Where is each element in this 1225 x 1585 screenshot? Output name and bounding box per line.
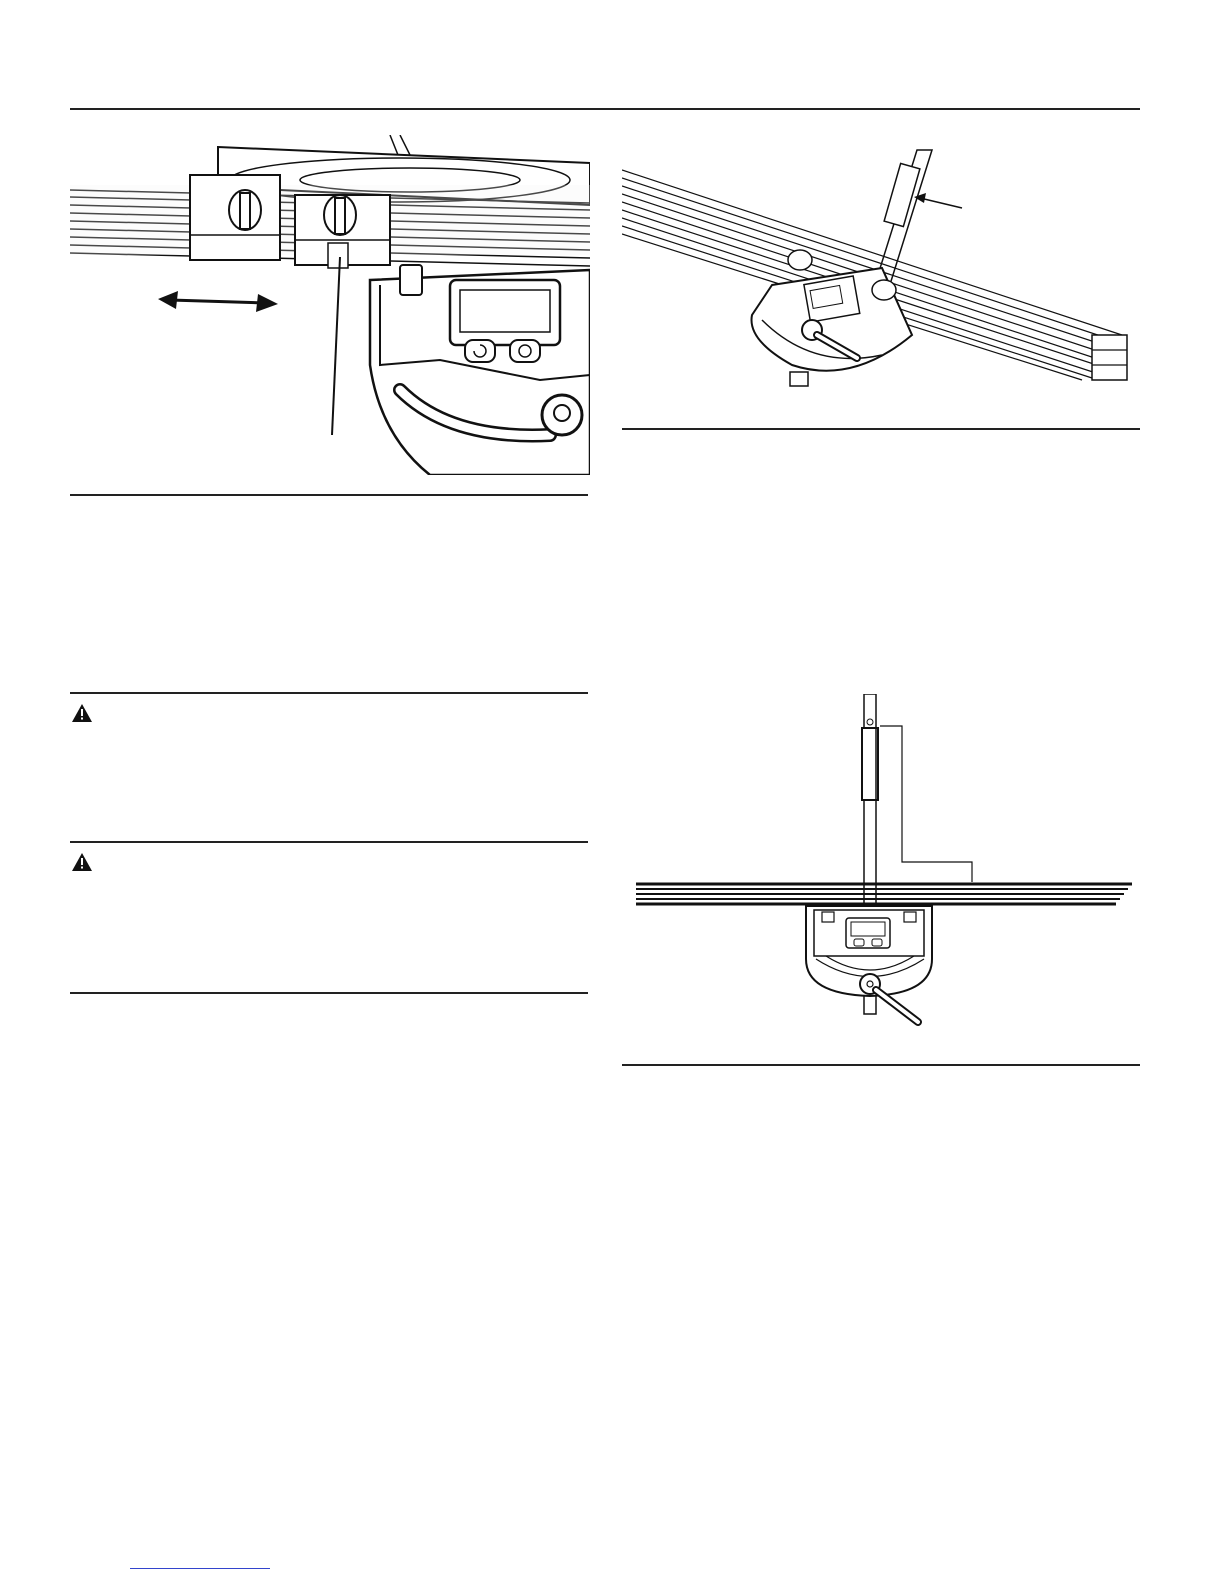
warning-1-top-rule — [70, 692, 588, 694]
figure-1-rule — [70, 494, 588, 496]
warning-triangle-icon — [72, 853, 92, 871]
footer-link-underline[interactable] — [130, 1568, 270, 1569]
figure-3-rule — [622, 1064, 1140, 1066]
miter-rail-iso-drawing — [622, 140, 1140, 395]
figure-2-rule — [622, 428, 1140, 430]
warning-triangle-icon — [72, 704, 92, 722]
figure-rail-clamps — [70, 135, 590, 475]
miter-square-drawing — [636, 694, 1136, 1034]
warning-2-bottom-rule — [70, 992, 588, 994]
figure-miter-rail-iso — [622, 140, 1140, 395]
rail-clamps-drawing — [70, 135, 590, 475]
figure-miter-square — [636, 694, 1136, 1034]
warning-2-top-rule — [70, 841, 588, 843]
header-rule — [70, 108, 1140, 110]
